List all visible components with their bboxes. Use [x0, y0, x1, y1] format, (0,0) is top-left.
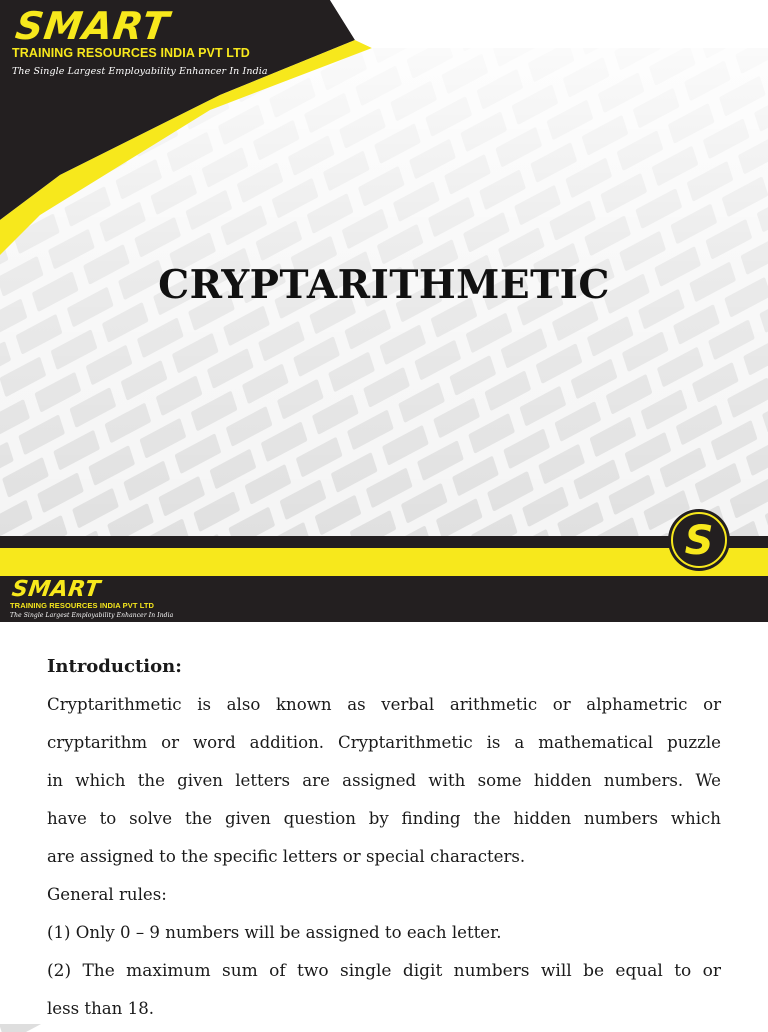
rule-2-line-1: (2) The maximum sum of two single digit numbers will be equal to or [47, 956, 721, 994]
logo-wordmark: SMART [10, 579, 174, 601]
paragraph-line: Cryptarithmetic is also known as verbal arithmetic or alphametric or [47, 690, 721, 728]
smart-logo-small [10, 579, 173, 619]
paragraph-line: in which the given letters are assigned with some hidden numbers. We [47, 766, 721, 804]
introduction-content [47, 652, 721, 1032]
bottom-yellow-band [0, 548, 768, 576]
smart-logo [12, 8, 268, 77]
rules-label: General rules: [47, 880, 721, 918]
bottom-black-band [0, 536, 768, 548]
paragraph-line: cryptarithm or word addition. Cryptarithmetic is a mathematical puzzle [47, 728, 721, 766]
svg-text:S: S [685, 518, 714, 564]
rule-1: (1) Only 0 – 9 numbers will be assigned to each letter. [47, 918, 721, 956]
introduction-slide [0, 590, 768, 1024]
paragraph-line: are assigned to the specific letters or special characters. [47, 842, 721, 880]
rule-2-line-2: less than 18. [47, 994, 721, 1032]
slide-title: CRYPTARITHMETIC [0, 262, 768, 308]
logo-company-name: TRAINING RESOURCES INDIA PVT LTD [10, 601, 173, 610]
logo-company-name: TRAINING RESOURCES INDIA PVT LTD [12, 46, 268, 60]
logo-tagline: The Single Largest Employability Enhancer In India [12, 66, 268, 77]
paragraph-line: have to solve the given question by finding the hidden numbers which [47, 804, 721, 842]
logo-wordmark: SMART [13, 8, 270, 44]
section-heading: Introduction: [47, 652, 721, 690]
intro-paragraph [47, 690, 721, 880]
smart-s-badge-icon [667, 508, 731, 572]
logo-tagline: The Single Largest Employability Enhancer In India [10, 612, 173, 619]
